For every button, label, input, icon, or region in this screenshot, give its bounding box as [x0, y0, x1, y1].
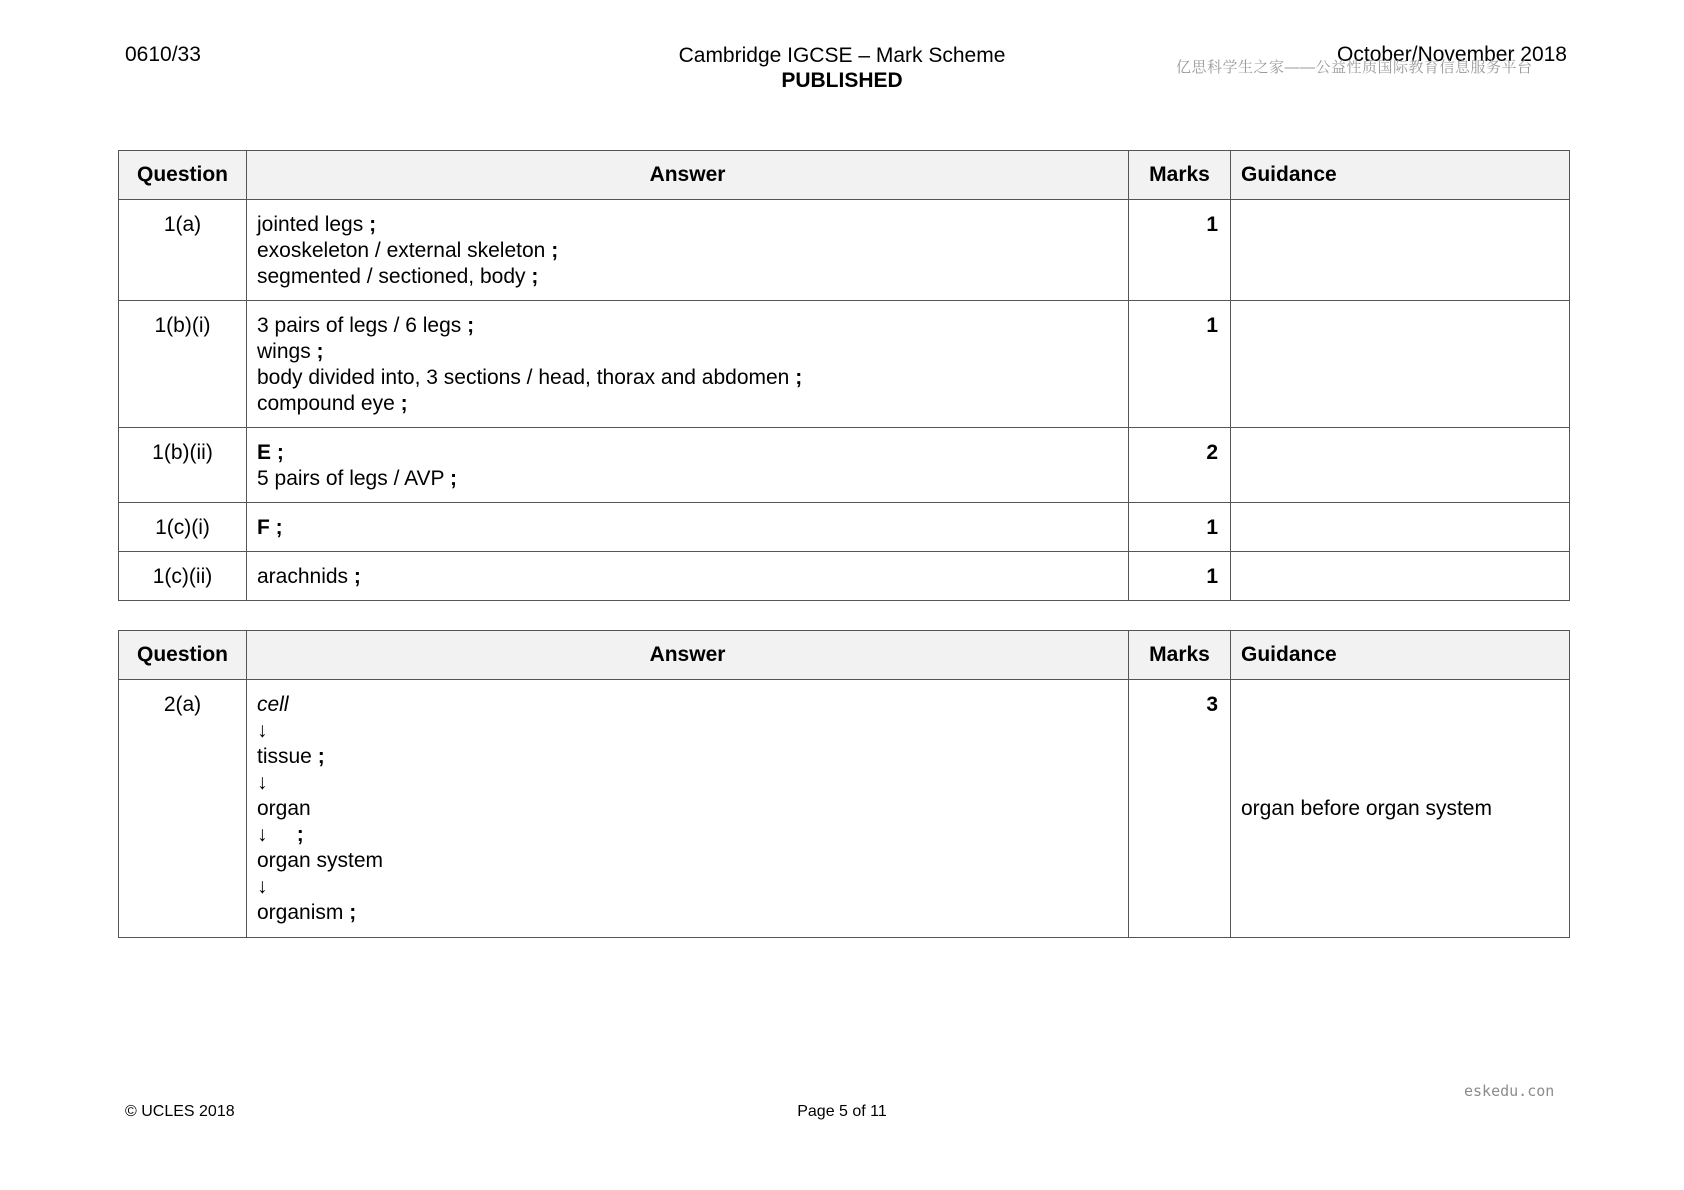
mark-point: ; [349, 901, 357, 924]
table-header-row [119, 631, 1570, 680]
marks-cell: 1 [1129, 200, 1231, 301]
answer-cell [247, 428, 1129, 503]
mark-point: ; [551, 239, 559, 262]
column-header-guidance: Guidance [1231, 151, 1570, 200]
answer-cell [247, 200, 1129, 301]
answer-line: jointed legs [257, 213, 364, 236]
table-row [119, 680, 1570, 938]
mark-point: ; [400, 392, 408, 415]
answer-line: body divided into, 3 sections / head, thorax and abdomen [257, 366, 790, 389]
mark-point: ; [353, 565, 361, 588]
table-row [119, 301, 1570, 428]
marks-cell: 1 [1129, 552, 1231, 601]
down-arrow-icon: ↓ [257, 771, 268, 794]
question-cell: 1(b)(i) [119, 301, 247, 428]
down-arrow-icon: ↓ [257, 823, 268, 846]
column-header-marks: Marks [1129, 631, 1231, 680]
answer-line: organ system [257, 849, 384, 872]
marks-cell: 1 [1129, 301, 1231, 428]
guidance-cell [1231, 200, 1570, 301]
question-cell: 1(c)(i) [119, 503, 247, 552]
marks-cell: 3 [1129, 680, 1231, 938]
answer-line: 5 pairs of legs / AVP [257, 467, 445, 490]
answer-cell [247, 680, 1129, 938]
question-cell: 1(b)(ii) [119, 428, 247, 503]
mark-point: ; [316, 340, 324, 363]
title-text: Cambridge IGCSE – Mark Scheme [678, 44, 1006, 67]
mark-point: ; [795, 366, 803, 389]
marks-cell: 2 [1129, 428, 1231, 503]
mark-point: ; [369, 213, 377, 236]
answer-line: wings [257, 340, 311, 363]
exam-session: October/November 2018 [1337, 43, 1567, 66]
answer-line: cell [257, 693, 289, 716]
table-row [119, 503, 1570, 552]
answer-line: tissue [257, 745, 312, 768]
mark-point: ; [467, 314, 475, 337]
table-row [119, 428, 1570, 503]
column-header-guidance: Guidance [1231, 631, 1570, 680]
down-arrow-icon: ↓ [257, 719, 268, 742]
mark-point: ; [450, 467, 458, 490]
mark-point: ; [531, 265, 539, 288]
mark-point: ; [296, 823, 304, 846]
answer-line: organ [257, 797, 311, 820]
copyright: © UCLES 2018 [125, 1103, 235, 1120]
marks-cell: 1 [1129, 503, 1231, 552]
site-watermark: eskedu.con [1464, 1082, 1555, 1100]
paper-code: 0610/33 [125, 43, 201, 66]
column-header-question: Question [119, 151, 247, 200]
column-header-question: Question [119, 631, 247, 680]
guidance-text: organ before organ system [1241, 797, 1492, 820]
answer-line: arachnids [257, 565, 349, 588]
guidance-cell [1231, 301, 1570, 428]
table-row [119, 552, 1570, 601]
question-cell: 1(c)(ii) [119, 552, 247, 601]
down-arrow-icon: ↓ [257, 875, 268, 898]
table-header-row [119, 151, 1570, 200]
mark-scheme-table-1 [118, 150, 1570, 601]
answer-line: E [257, 441, 272, 464]
page-number: Page 5 of 11 [797, 1103, 887, 1120]
answer-cell [247, 301, 1129, 428]
mark-point: ; [275, 516, 283, 539]
guidance-cell [1231, 680, 1570, 938]
answer-line: compound eye [257, 392, 395, 415]
answer-line: segmented / sectioned, body [257, 265, 526, 288]
guidance-cell [1231, 552, 1570, 601]
guidance-cell [1231, 503, 1570, 552]
column-header-answer: Answer [247, 631, 1129, 680]
published-label: PUBLISHED [781, 69, 903, 92]
answer-cell [247, 503, 1129, 552]
answer-line: organism [257, 901, 344, 924]
answer-cell [247, 552, 1129, 601]
question-cell: 2(a) [119, 680, 247, 938]
guidance-cell [1231, 428, 1570, 503]
mark-scheme-table-2 [118, 630, 1570, 938]
question-cell: 1(a) [119, 200, 247, 301]
column-header-answer: Answer [247, 151, 1129, 200]
answer-line: exoskeleton / external skeleton [257, 239, 546, 262]
watermark-text: 亿思科学生之家——公益性质国际教育信息服务平台 [1176, 59, 1533, 76]
answer-line: F [257, 516, 270, 539]
mark-point: ; [317, 745, 325, 768]
table-row [119, 200, 1570, 301]
answer-line: 3 pairs of legs / 6 legs [257, 314, 462, 337]
mark-point: ; [276, 441, 284, 464]
column-header-marks: Marks [1129, 151, 1231, 200]
